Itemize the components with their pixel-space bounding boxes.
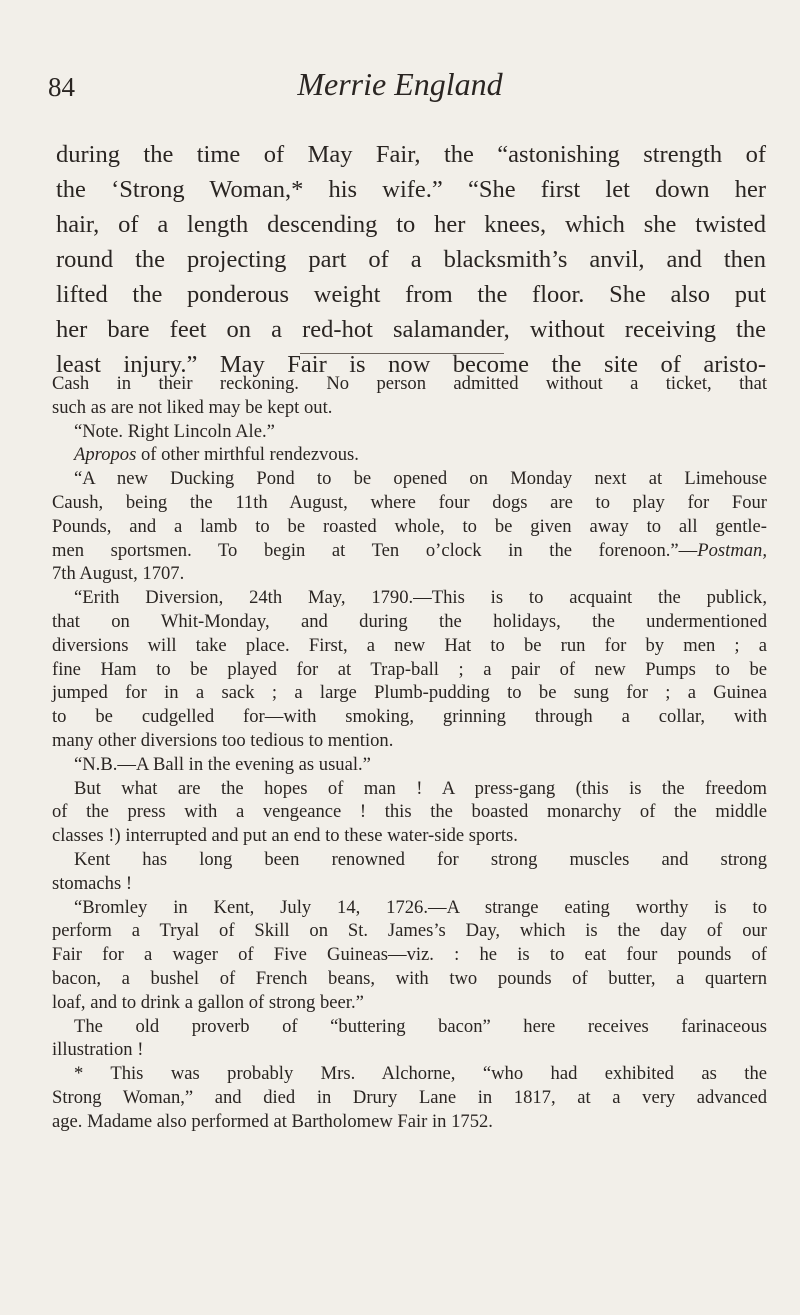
note-line [52,586,767,610]
note-line [52,753,767,777]
note-line [52,967,767,991]
note-line [52,562,767,586]
note-text: Strong Woman,” and died in Drury Lane in 1817, at a very advanced [52,1086,767,1108]
notes-block [52,372,767,1134]
note-text: such as are not liked may be kept out. [52,396,333,418]
note-text: Cash in their reckoning. No person admitted without a ticket, that [52,373,767,394]
note-text: to be cudgelled for—with smoking, grinning through a collar, with [52,706,767,728]
note-line [52,372,767,396]
note-text: bacon, a bushel of French beans, with two pounds of butter, a quartern [52,967,767,989]
note-italic-text: Postman, [697,539,767,561]
note-text: diversions will take place. First, a new Hat to be run for by men ; a [52,634,767,656]
note-line [52,515,767,539]
note-line [52,919,767,943]
note-line [52,1110,767,1134]
note-line [52,943,767,967]
running-title: Merrie England [297,66,503,102]
note-line [52,896,767,920]
note-text: “Erith Diversion, 24th May, 1790.—This is to acquaint the publick, [74,587,767,609]
note-line [52,1086,767,1110]
note-line [52,991,767,1015]
section-divider-rule [300,353,504,354]
note-line [52,396,767,420]
note-text: Kent has long been renowned for strong muscles and strong [74,848,767,870]
note-text: men sportsmen. To begin at Ten o’clock in the forenoon.”— [52,539,698,561]
note-line [52,491,767,515]
note-text: fine Ham to be played for at Trap-ball ; a pair of new Pumps to be [52,658,767,680]
note-text: that on Whit-Monday, and during the holidays, the undermentioned [52,610,767,632]
main-text-line: during the time of May Fair, the “astonishing strength of [56,141,766,168]
note-text: many other diversions too tedious to mention. [52,729,394,751]
note-line [52,443,767,467]
page-number: 84 [48,72,75,102]
note-line [52,634,767,658]
note-text: classes !) interrupted and put an end to these water-side sports. [52,825,518,847]
main-text-line: round the projecting part of a blacksmith’s anvil, and then [56,246,766,273]
note-text: illustration ! [52,1039,144,1061]
note-line [52,824,767,848]
note-text: The old proverb of “buttering bacon” here receives farinaceous [74,1015,767,1037]
note-text: jumped for in a sack ; a large Plumb-pudding to be sung for ; a Guinea [52,682,767,704]
note-line [52,467,767,491]
note-text: 7th August, 1707. [52,563,185,585]
main-text-line: hair, of a length descending to her knees, which she twisted [56,211,766,238]
note-text: “A new Ducking Pond to be opened on Monday next at Limehouse [74,468,767,490]
note-line [52,800,767,824]
note-text: Fair for a wager of Five Guineas—viz. : he is to eat four pounds of [52,944,767,966]
note-text: of the press with a vengeance ! this the boasted monarchy of the middle [52,801,767,823]
main-text-block [56,137,766,382]
note-line [52,872,767,896]
note-text: “N.B.—A Ball in the evening as usual.” [74,753,371,775]
note-line [52,777,767,801]
note-text: Pounds, and a lamb to be roasted whole, to be given away to all gentle- [52,515,767,537]
note-line [52,848,767,872]
note-text: “Bromley in Kent, July 14, 1726.—A strange eating worthy is to [74,896,767,918]
note-text: “Note. Right Lincoln Ale.” [74,420,275,442]
note-line [52,1062,767,1086]
note-line [52,1038,767,1062]
note-line [52,681,767,705]
main-text-line: lifted the ponderous weight from the floor. She also put [56,281,766,308]
note-italic-text: Apropos [74,444,137,466]
note-text: But what are the hopes of man ! A press-gang (this is the freedom [74,777,767,799]
note-text: of other mirthful rendezvous. [136,444,359,466]
note-line [52,420,767,444]
note-text: perform a Tryal of Skill on St. James’s Day, which is the day of our [52,920,767,942]
note-line [52,658,767,682]
note-line [52,729,767,753]
main-text-line: least injury.” May Fair is now become the site of aristo- [56,351,766,378]
note-line [52,539,767,563]
main-text-line: the ‘Strong Woman,* his wife.” “She first let down her [56,176,766,203]
note-line [52,705,767,729]
note-text: * This was probably Mrs. Alchorne, “who had exhibited as the [74,1063,767,1085]
main-text-line: her bare feet on a red-hot salamander, without receiving the [56,316,766,343]
note-text: loaf, and to drink a gallon of strong beer.” [52,991,364,1013]
note-line [52,1015,767,1039]
note-line [52,610,767,634]
note-text: age. Madame also performed at Bartholomew Fair in 1752. [52,1110,493,1132]
note-text: Caush, being the 11th August, where four dogs are to play for Four [52,491,767,513]
note-text: stomachs ! [52,872,133,894]
